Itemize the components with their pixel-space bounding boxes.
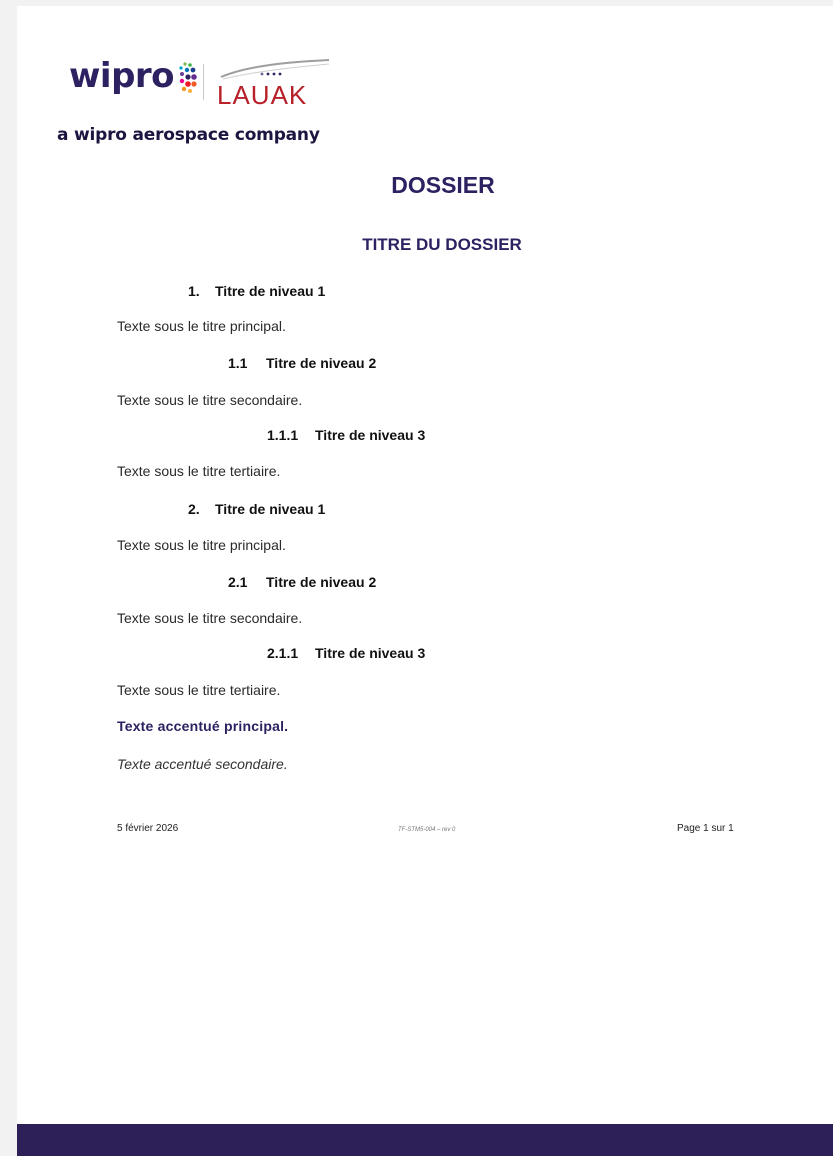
logo-divider (203, 64, 204, 100)
body-paragraph: Texte sous le titre secondaire. (117, 610, 303, 626)
heading-level-3 (267, 427, 425, 443)
company-tagline: a wipro aerospace company (57, 125, 320, 145)
document-subtitle: TITRE DU DOSSIER (362, 235, 522, 254)
heading-number: 1.1.1 (267, 427, 299, 443)
heading-number: 2. (188, 501, 200, 517)
heading-number: 1.1 (228, 355, 248, 371)
heading-level-2 (228, 355, 376, 371)
footer-date: 5 février 2026 (117, 823, 179, 834)
footer-reference: TF-STM5-004 – rev 0 (398, 827, 456, 833)
body-paragraph: Texte sous le titre principal. (117, 537, 286, 553)
body-paragraph: Texte sous le titre secondaire. (117, 392, 303, 408)
heading-number: 2.1.1 (267, 645, 299, 661)
body-paragraph: Texte sous le titre principal. (117, 318, 286, 334)
body-paragraph: Texte sous le titre tertiaire. (117, 463, 281, 479)
heading-text: Titre de niveau 1 (215, 501, 326, 517)
heading-number: 1. (188, 283, 200, 299)
heading-text: Titre de niveau 2 (266, 355, 377, 371)
heading-text: Titre de niveau 2 (266, 574, 377, 590)
heading-level-1 (188, 283, 325, 299)
wipro-logo-text: wipro (69, 56, 175, 96)
body-paragraph: Texte sous le titre tertiaire. (117, 682, 281, 698)
heading-level-3 (267, 645, 425, 661)
footer-page-number: Page 1 sur 1 (677, 823, 734, 834)
heading-level-2 (228, 574, 376, 590)
accent-secondary-text: Texte accentué secondaire. (117, 756, 288, 772)
accent-primary-text: Texte accentué principal. (117, 718, 289, 734)
heading-number: 2.1 (228, 574, 248, 590)
heading-text: Titre de niveau 1 (215, 283, 326, 299)
document-page (17, 6, 833, 1156)
lauak-logo-text: LAUAK (217, 80, 308, 110)
lauak-swoosh-icon (217, 58, 332, 80)
company-logo (69, 52, 369, 112)
heading-text: Titre de niveau 3 (315, 427, 426, 443)
document-title: DOSSIER (391, 172, 495, 198)
heading-level-1 (188, 501, 325, 517)
wipro-dots-icon (176, 60, 200, 100)
footer-bar (17, 1124, 833, 1156)
heading-text: Titre de niveau 3 (315, 645, 426, 661)
